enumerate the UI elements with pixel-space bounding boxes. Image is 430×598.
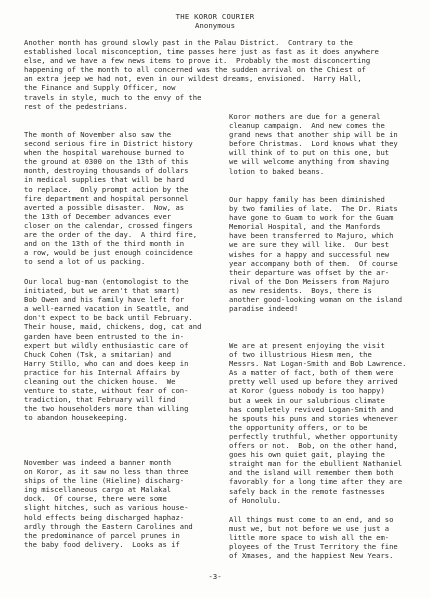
text-line: garden have been entrusted to the in- bbox=[24, 331, 185, 341]
text-line: will think of to put on this one, but bbox=[229, 148, 390, 158]
text-line: don't expect to be back until February. bbox=[24, 313, 193, 323]
text-line: ployees of the Trust Territory the fine bbox=[229, 542, 398, 552]
text-line: the baby food delivery. Looks as if bbox=[24, 539, 180, 549]
text-line: lotion to baked beans. bbox=[229, 166, 325, 176]
text-line: has completely revived Logan-Smith and bbox=[229, 404, 394, 414]
text-line: the predominance of parcel prunes in bbox=[24, 530, 180, 540]
text-line: practice for his Internal Affairs by bbox=[24, 367, 180, 377]
text-line: The month of November also saw the bbox=[24, 130, 172, 139]
text-line: month, destroying thousands of dollars bbox=[24, 166, 189, 176]
text-line: of Xmases, and the happiest New Years. bbox=[229, 551, 394, 561]
text-line: We are at present enjoying the visit bbox=[229, 341, 385, 350]
text-line: tradiction, that February will find bbox=[24, 395, 176, 405]
text-line: closer on the calendar, crossed fingers bbox=[24, 220, 193, 230]
text-line: have gone to Guam to work for the Guam bbox=[229, 213, 394, 223]
text-line: year accompany both of them. Of course bbox=[229, 258, 398, 268]
text-line: happening of the month to all concerned was the sudden arrival on the Chiest of bbox=[24, 65, 366, 75]
text-line: a well-earned vacation in Seattle, and bbox=[24, 304, 189, 314]
text-line: averted a possible disaster. Now, as bbox=[24, 202, 185, 212]
text-line: fire department and hospital personnel bbox=[24, 193, 189, 203]
byline: Anonymous bbox=[194, 21, 236, 30]
text-line: established local misconception, time passes here just as fast as it does anywhere bbox=[24, 47, 379, 57]
text-line: and the island will remember them both bbox=[229, 468, 394, 478]
text-line: Bob Owen and his family have left for bbox=[24, 295, 185, 305]
left-paragraph-1 bbox=[24, 130, 222, 266]
lead-paragraph bbox=[24, 38, 414, 111]
text-line: rest of the pedestrians. bbox=[24, 101, 128, 111]
text-line: we will welcome anything from shaving bbox=[229, 157, 390, 167]
page-number: -3- bbox=[208, 572, 222, 581]
text-line: second serious fire in District history bbox=[24, 139, 193, 149]
text-line: an extra jeep we had not, even in our wildest dreams, envisioned. Harry Hall, bbox=[24, 74, 362, 84]
left-paragraph-2 bbox=[24, 277, 222, 423]
text-line: and on the 13th of the third month in bbox=[24, 239, 185, 249]
text-line: their departure was offset by the ar- bbox=[229, 267, 390, 277]
right-paragraph-2 bbox=[229, 195, 419, 313]
text-line: goes his own quiet gait, playing the bbox=[229, 450, 385, 460]
text-line: the Finance and Supply Officer, now bbox=[24, 83, 176, 93]
left-paragraph-3 bbox=[24, 458, 222, 549]
text-line: ardly through the Eastern Carolines and bbox=[24, 521, 193, 531]
page-title: THE KOROR COURIER bbox=[175, 12, 255, 21]
text-line: initiated, but we aren't that smart) bbox=[24, 286, 180, 296]
text-line: Chuck Cohen (Tsk, a smitarian) and bbox=[24, 349, 172, 359]
text-line: venture to state, without fear of con- bbox=[24, 386, 189, 396]
text-line: he spouts his puns and stories whenever bbox=[229, 413, 398, 423]
text-line: on Koror, as it saw no less than three bbox=[24, 467, 189, 477]
text-line: Another month has ground slowly past in the Palau District. Contrary to the bbox=[24, 38, 353, 47]
text-line: to send a lot of us packing. bbox=[24, 257, 146, 267]
text-line: but a week in our salubrious climate bbox=[229, 395, 385, 405]
text-line: before Christmas. Lord knows what they bbox=[229, 139, 398, 149]
text-line: favorably for a long time after they are bbox=[229, 477, 403, 487]
text-line: pretty well used up before they arrived bbox=[229, 377, 398, 387]
text-line: have been transferred to Majuro, which bbox=[229, 231, 394, 241]
text-line: As a matter of fact, both of them were bbox=[229, 368, 394, 378]
text-line: travels in style, much to the envy of the bbox=[24, 92, 202, 102]
text-line: to abandon housekeeping. bbox=[24, 413, 128, 423]
text-line: expert but wildly enthusiastic care of bbox=[24, 340, 189, 350]
text-line: the opportunity offers, or to be bbox=[229, 422, 368, 432]
text-line: slight hitches, such as various house- bbox=[24, 503, 189, 513]
text-line: else, and we have a few news items to prove it. Probably the most disconcerting bbox=[24, 56, 371, 66]
text-line: wishes for a happy and successful new bbox=[229, 249, 390, 259]
right-paragraph-1 bbox=[229, 112, 419, 176]
text-line: another good-looking woman on the island bbox=[229, 295, 403, 305]
text-line: straight man for the ebullient Nathaniel bbox=[229, 459, 403, 469]
text-line: Memorial Hospital, and the Manfords bbox=[229, 222, 381, 232]
text-line: hold effects being discharged haphaz- bbox=[24, 512, 185, 522]
text-line: we are sure they will like. Our best bbox=[229, 240, 390, 250]
text-line: paradise indeed! bbox=[229, 304, 299, 314]
text-line: grand news that another ship will be in bbox=[229, 130, 398, 140]
text-line: Harry Stillo, who can and does keep in bbox=[24, 358, 189, 368]
text-line: All things must come to an end, and so bbox=[229, 515, 394, 524]
text-line: offers or not. Bob, on the other hand, bbox=[229, 441, 398, 451]
text-line: as new residents. Boys, there is bbox=[229, 285, 372, 295]
text-line: ing miscellaneous cargo at Malakal bbox=[24, 485, 172, 495]
text-line: cleanup campaign. And new comes the bbox=[229, 121, 385, 131]
text-line: rival of the Don Meissers from Majuro bbox=[229, 276, 390, 286]
text-line: are the order of the day. A third fire, bbox=[24, 230, 198, 240]
text-line: November was indeed a banner month bbox=[24, 458, 172, 467]
text-line: the ground at 0300 on the 13th of this bbox=[24, 157, 189, 167]
text-line: a row, would be just enough coincidence bbox=[24, 248, 193, 258]
text-line: cleaning out the chicken house. We bbox=[24, 377, 176, 387]
text-line: in medical supplies that will be hard bbox=[24, 175, 185, 185]
text-line: Koror mothers are due for a general bbox=[229, 112, 381, 121]
text-line: at Koror (guess nobody is too happy) bbox=[229, 386, 385, 396]
text-line: Our local bug-man (entomologist to the bbox=[24, 277, 189, 286]
text-line: the two householders more than willing bbox=[24, 404, 189, 414]
text-line: the 13th of December advances ever bbox=[24, 211, 172, 221]
text-line: safely back in the remote fastnesses bbox=[229, 486, 385, 496]
text-line: little more space to wish all the em- bbox=[229, 533, 390, 543]
text-line: of two illustrious Hiesm men, the bbox=[229, 350, 372, 360]
text-line: Our happy family has been diminished bbox=[229, 195, 385, 204]
text-line: must we, but not before we use just a bbox=[229, 524, 390, 534]
text-line: of Honolulu. bbox=[229, 495, 281, 505]
text-line: dock. Of course, there were some bbox=[24, 494, 167, 504]
text-line: to replace. Only prompt action by the bbox=[24, 184, 189, 194]
text-line: Messrs. Nat Logan-Smith and Bob Lawrence. bbox=[229, 359, 407, 369]
right-paragraph-4 bbox=[229, 515, 419, 560]
text-line: when the hospital warehouse burned to bbox=[24, 148, 185, 158]
text-line: ships of the line (Hieline) discharg- bbox=[24, 476, 185, 486]
right-paragraph-3 bbox=[229, 341, 419, 505]
text-line: by two families of late. The Dr. Riats bbox=[229, 204, 398, 214]
text-line: perfectly truthful, whether opportunity bbox=[229, 431, 398, 441]
text-line: Their house, maid, chickens, dog, cat and bbox=[24, 322, 202, 332]
